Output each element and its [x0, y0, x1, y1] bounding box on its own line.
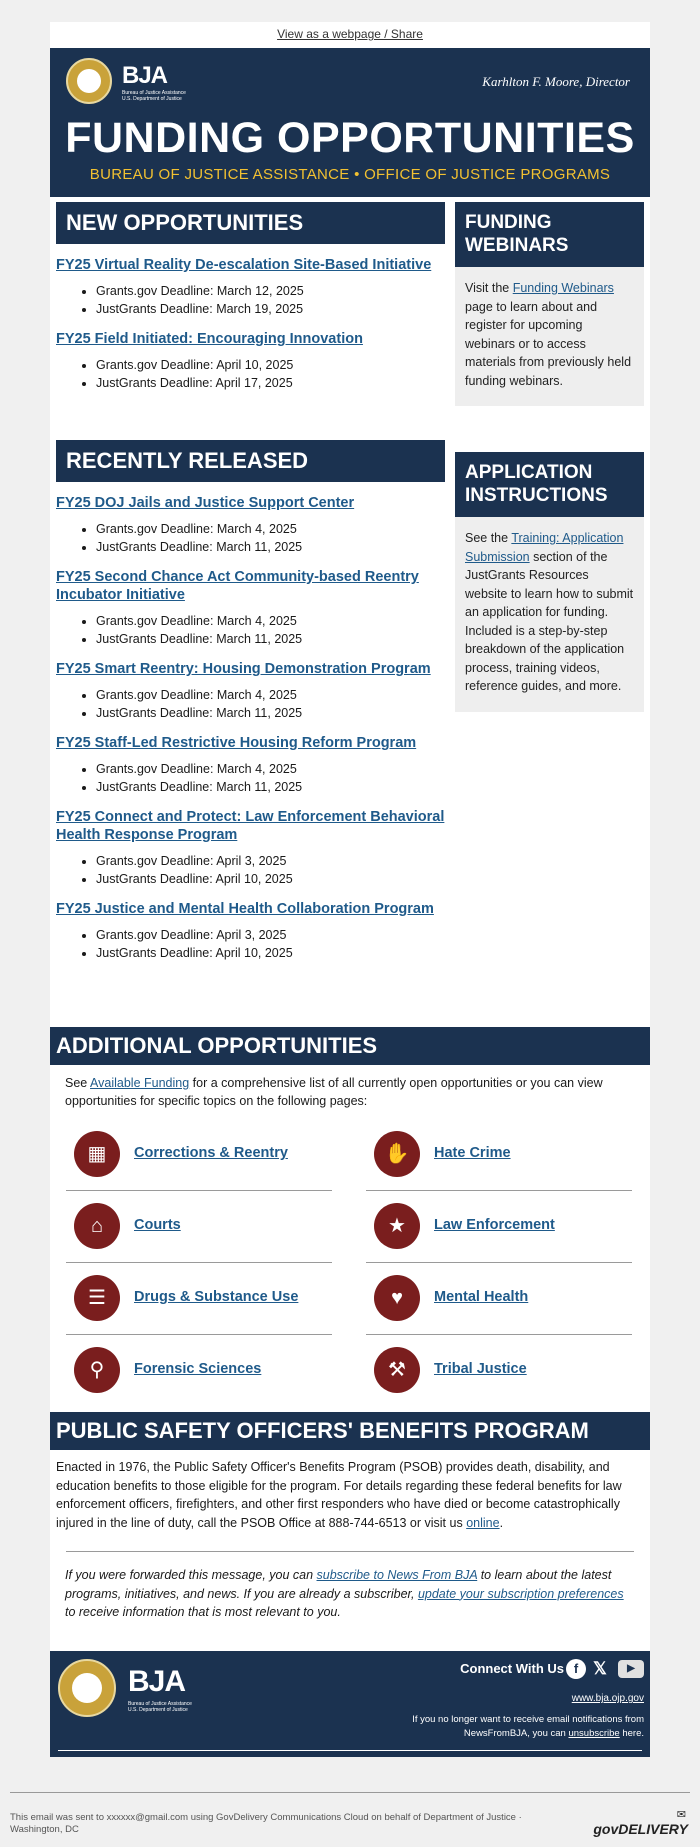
opportunity-link[interactable]: FY25 Second Chance Act Community-based Reentry Incubator Initiative: [56, 569, 419, 603]
topic-link[interactable]: Courts: [134, 1217, 181, 1233]
govdelivery-logo: govDELIVERY: [593, 1821, 688, 1837]
x-twitter-icon[interactable]: 𝕏: [593, 1659, 607, 1678]
footer-bja-logo-subtitle: Bureau of Justice Assistance U.S. Department of Justice: [128, 1701, 192, 1713]
opportunity-item: [56, 330, 445, 392]
footer-bja-logo: BJA: [128, 1665, 186, 1698]
funding-webinars-link[interactable]: Funding Webinars: [512, 281, 614, 295]
justgrants-deadline: • JustGrants Deadline: March 11, 2025: [96, 778, 445, 796]
recently-released-section: [56, 440, 445, 962]
bja-logo-subtitle: Bureau of Justice Assistance U.S. Department of Justice: [122, 90, 186, 102]
bottom-divider: [10, 1792, 690, 1793]
justgrants-deadline: • JustGrants Deadline: April 10, 2025: [96, 870, 445, 888]
email-body: [50, 22, 650, 1757]
funding-webinars-heading: FUNDING WEBINARS: [455, 202, 644, 267]
psob-online-link[interactable]: online: [466, 1515, 500, 1530]
grants-gov-deadline: • Grants.gov Deadline: March 4, 2025: [96, 520, 445, 538]
opportunity-item: [56, 256, 445, 318]
topic-tribal-justice[interactable]: [366, 1335, 632, 1407]
grants-gov-deadline: • Grants.gov Deadline: March 12, 2025: [96, 282, 445, 300]
clipboard-pills-icon: ☰: [74, 1275, 120, 1321]
topic-corrections-reentry[interactable]: [66, 1119, 332, 1191]
justgrants-deadline: • JustGrants Deadline: April 10, 2025: [96, 944, 445, 962]
grants-gov-deadline: • Grants.gov Deadline: April 10, 2025: [96, 356, 445, 374]
topic-drugs-substance-use[interactable]: [66, 1263, 332, 1335]
application-instructions-heading: APPLICATION INSTRUCTIONS: [455, 452, 644, 517]
building-icon: ▦: [74, 1131, 120, 1177]
page-subtitle: BUREAU OF JUSTICE ASSISTANCE • OFFICE OF JUSTICE PROGRAMS: [89, 166, 611, 183]
opportunity-item: [56, 900, 445, 962]
topic-courts[interactable]: [66, 1191, 332, 1263]
hate-crime-icon: ✋: [374, 1131, 420, 1177]
grants-gov-deadline: • Grants.gov Deadline: March 4, 2025: [96, 686, 445, 704]
gavel-icon: ⚒: [374, 1347, 420, 1393]
page-title: FUNDING OPPORTUNITIES: [65, 114, 635, 162]
footer-divider: [58, 1750, 642, 1751]
topic-link[interactable]: Mental Health: [434, 1289, 529, 1305]
psob-heading: PUBLIC SAFETY OFFICERS' BENEFITS PROGRAM: [50, 1412, 650, 1450]
justgrants-deadline: • JustGrants Deadline: March 11, 2025: [96, 704, 445, 722]
website-link[interactable]: www.bja.ojp.gov: [571, 1693, 644, 1704]
topic-mental-health[interactable]: [366, 1263, 632, 1335]
opportunity-item: [56, 660, 445, 722]
courthouse-icon: ⌂: [74, 1203, 120, 1249]
funding-webinars-text: Visit the Funding Webinars page to learn about and register for upcoming webinars or to access materials from previously held funding webinars.: [465, 281, 632, 388]
unsubscribe-link[interactable]: unsubscribe: [568, 1728, 620, 1739]
opportunity-item: [56, 568, 445, 648]
available-funding-link[interactable]: Available Funding: [90, 1076, 190, 1090]
justgrants-deadline: • JustGrants Deadline: April 17, 2025: [96, 374, 445, 392]
grants-gov-deadline: • Grants.gov Deadline: March 4, 2025: [96, 612, 445, 630]
header-banner: [50, 48, 650, 197]
head-heart-icon: ♥: [374, 1275, 420, 1321]
badge-icon: ★: [374, 1203, 420, 1249]
doj-seal-icon: [66, 58, 112, 104]
justgrants-deadline: • JustGrants Deadline: March 11, 2025: [96, 630, 445, 648]
application-instructions-box: [455, 452, 644, 712]
forwarded-message-note: If you were forwarded this message, you can subscribe to News From BJA to learn about the latest programs, initiatives, and news. If you are already a subscriber, update your subscription preferences to receive information that is most relevant to you.: [65, 1568, 624, 1619]
youtube-icon[interactable]: ▶: [618, 1660, 644, 1678]
application-instructions-text: See the Training: Application Submission section of the JustGrants Resources website to learn how to submit an application for funding. Included is a step-by-step breakdown of the application process, training videos, reference guides, and more.: [465, 531, 634, 693]
opportunity-item: [56, 494, 445, 556]
topic-link[interactable]: Law Enforcement: [434, 1217, 555, 1233]
opportunity-item: [56, 734, 445, 796]
topic-forensic-sciences[interactable]: [66, 1335, 332, 1407]
sent-to-notice: This email was sent to xxxxxx@gmail.com using GovDelivery Communications Cloud on behalf of Department of Justice · Washington, DC: [10, 1812, 522, 1835]
opportunity-link[interactable]: FY25 Staff-Led Restrictive Housing Reform Program: [56, 735, 417, 751]
connect-with-us-label: Connect With Us: [460, 1661, 564, 1676]
topbar: [50, 22, 650, 48]
footer: [50, 1651, 650, 1757]
topic-link[interactable]: Tribal Justice: [434, 1361, 527, 1377]
justgrants-deadline: • JustGrants Deadline: March 11, 2025: [96, 538, 445, 556]
additional-opportunities-intro: See Available Funding for a comprehensive list of all currently open opportunities or you can view opportunities for specific topics on the following pages:: [65, 1076, 603, 1108]
topic-link[interactable]: Corrections & Reentry: [134, 1145, 288, 1161]
opportunity-link[interactable]: FY25 DOJ Jails and Justice Support Center: [56, 495, 355, 511]
opportunity-link[interactable]: FY25 Connect and Protect: Law Enforcement Behavioral Health Response Program: [56, 809, 445, 843]
view-webpage-link[interactable]: View as a webpage / Share: [277, 27, 423, 41]
opportunity-link[interactable]: FY25 Virtual Reality De-escalation Site-Based Initiative: [56, 257, 432, 273]
magnifier-icon: ⚲: [74, 1347, 120, 1393]
topic-link[interactable]: Forensic Sciences: [134, 1361, 262, 1377]
topic-law-enforcement[interactable]: [366, 1191, 632, 1263]
doj-seal-icon: [58, 1659, 116, 1717]
grants-gov-deadline: • Grants.gov Deadline: March 4, 2025: [96, 760, 445, 778]
additional-opportunities-heading: ADDITIONAL OPPORTUNITIES: [50, 1027, 650, 1065]
grants-gov-deadline: • Grants.gov Deadline: April 3, 2025: [96, 926, 445, 944]
topic-link[interactable]: Hate Crime: [434, 1145, 511, 1161]
recently-released-heading: RECENTLY RELEASED: [56, 440, 445, 482]
director-name: Karhlton F. Moore, Director: [482, 74, 630, 89]
funding-webinars-box: [455, 202, 644, 406]
opportunity-link[interactable]: FY25 Smart Reentry: Housing Demonstration Program: [56, 661, 431, 677]
psob-description: Enacted in 1976, the Public Safety Officer's Benefits Program (PSOB) provides death, disability, and education benefits to those eligible for the program. For details regarding these federal benefits for law enforcement officers, firefighters, and other first responders who have died or become catastrophically injured in the line of duty, call the PSOB Office at 888-744-6513 or visit us online.: [56, 1460, 622, 1530]
update-preferences-link[interactable]: update your subscription preferences: [417, 1586, 624, 1601]
divider: [66, 1551, 634, 1552]
topic-link[interactable]: Drugs & Substance Use: [134, 1289, 299, 1305]
justgrants-deadline: • JustGrants Deadline: March 19, 2025: [96, 300, 445, 318]
unsubscribe-note: If you no longer want to receive email notifications from NewsFromBJA, you can unsubscribe here.: [412, 1714, 644, 1739]
opportunity-item: [56, 808, 445, 888]
new-opportunities-section: [56, 202, 445, 392]
new-opportunities-heading: NEW OPPORTUNITIES: [56, 202, 445, 244]
bja-logo: BJA: [122, 62, 168, 89]
topic-hate-crime[interactable]: [366, 1119, 632, 1191]
subscribe-link[interactable]: subscribe to News From BJA: [316, 1568, 478, 1582]
grants-gov-deadline: • Grants.gov Deadline: April 3, 2025: [96, 852, 445, 870]
training-submission-link[interactable]: Training: Application Submission: [465, 531, 624, 564]
facebook-icon[interactable]: f: [566, 1659, 586, 1679]
envelope-icon: ✉: [676, 1809, 686, 1821]
opportunity-link[interactable]: FY25 Justice and Mental Health Collaboration Program: [56, 901, 434, 917]
opportunity-link[interactable]: FY25 Field Initiated: Encouraging Innovation: [56, 331, 363, 347]
